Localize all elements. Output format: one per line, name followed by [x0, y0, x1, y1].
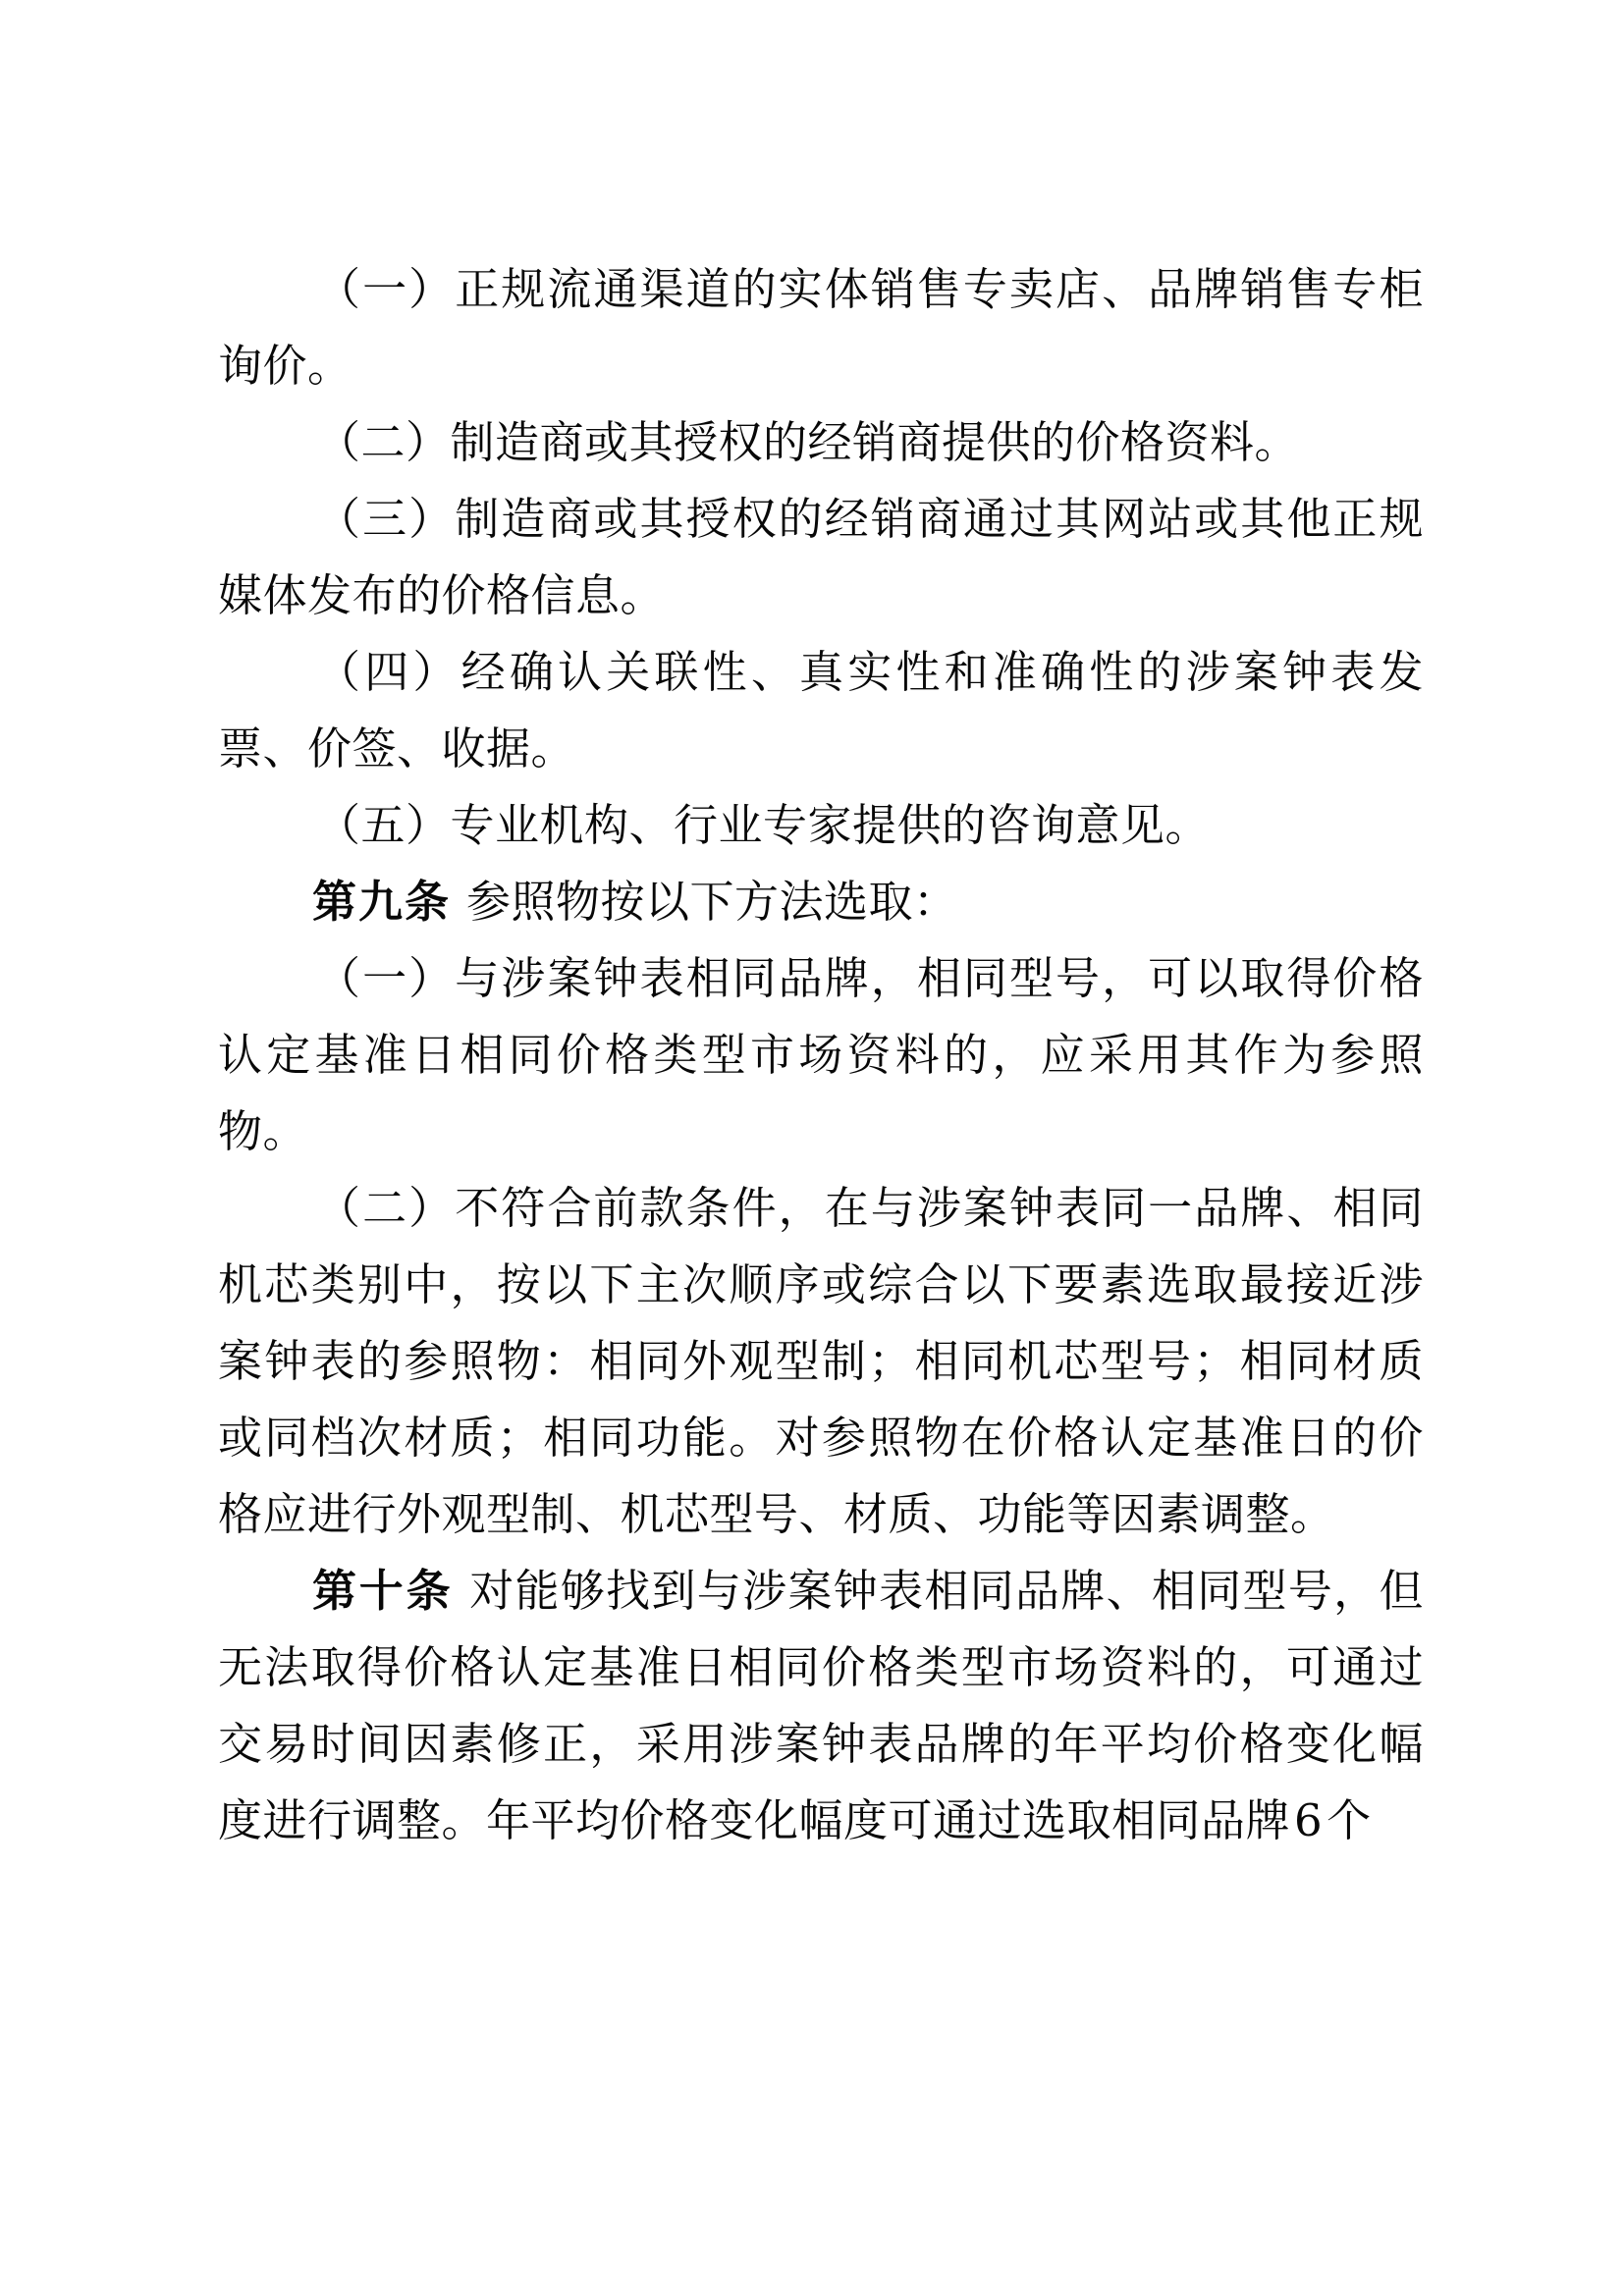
list-item-er-1: （二）制造商或其授权的经销商提供的价格资料。 — [316, 416, 1300, 468]
list-item-yi-1: （一）正规流通渠道的实体销售专卖店、品牌销售专柜询价。 — [218, 263, 1424, 392]
article-nine-body: 参照物按以下方法选取： — [466, 876, 958, 928]
article-ten-number: 6 — [1294, 1794, 1324, 1846]
article-ten-body-after-number: 个 — [1326, 1794, 1372, 1846]
article-ten — [218, 1553, 1424, 1859]
list-item-san-1: （三）制造商或其授权的经销商通过其网站或其他正规媒体发布的价格信息。 — [218, 493, 1424, 621]
article-nine-item-er: （二）不符合前款条件，在与涉案钟表同一品牌、相同机芯类别中，按以下主次顺序或综合以下要素选取最接近涉案钟表的参照物：相同外观型制；相同机芯型号；相同材质或同档次材质；相同功能。对参照物在价格认定基准日的价格应进行外观型制、机芯型号、材质、功能等因素调整。 — [218, 1182, 1424, 1540]
article-nine — [218, 864, 1424, 940]
article-nine-item-yi: （一）与涉案钟表相同品牌，相同型号，可以取得价格认定基准日相同价格类型市场资料的，应采用其作为参照物。 — [218, 952, 1424, 1157]
body-text-column — [218, 251, 1424, 1859]
article-ten-label: 第十条 — [312, 1565, 454, 1617]
list-item-wu-1: （五）专业机构、行业专家提供的咨询意见。 — [316, 799, 1211, 851]
list-item-si-1: （四）经确认关联性、真实性和准确性的涉案钟表发票、价签、收据。 — [218, 646, 1424, 774]
article-nine-label: 第九条 — [312, 876, 452, 928]
article-ten-body-before-number: 对能够找到与涉案钟表相同品牌、相同型号，但无法取得价格认定基准日相同价格类型市场资料的，可通过交易时间因素修正，采用涉案钟表品牌的年平均价格变化幅度进行调整。年平均价格变化幅度可通过选取相同品牌 — [218, 1565, 1424, 1846]
